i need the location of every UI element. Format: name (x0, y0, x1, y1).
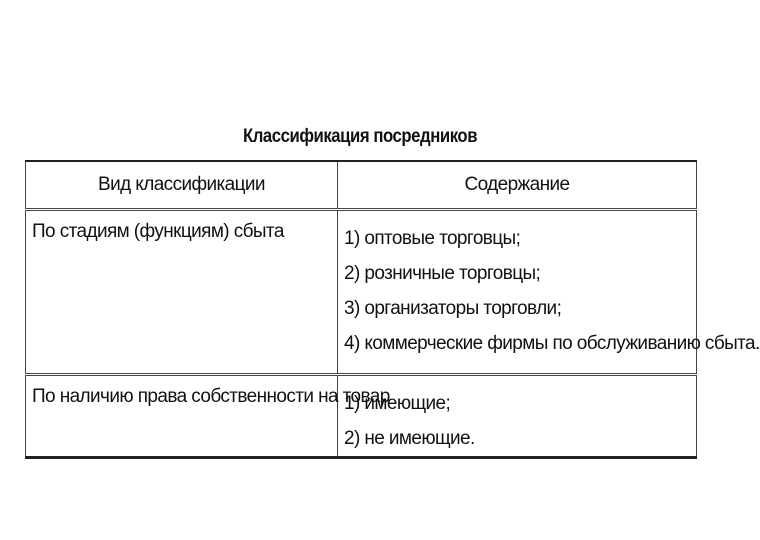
content-list-item: 2) розничные торговцы; (344, 263, 541, 284)
classification-type-cell: По наличию права собственности на товар (26, 375, 338, 458)
table-row (26, 210, 697, 375)
classification-content-cell (338, 375, 697, 458)
content-list-item: 4) коммерческие фирмы по обслуживанию сбыта. (344, 333, 760, 354)
classification-content-cell (338, 210, 760, 375)
classification-type-cell: По стадиям (функциям) сбыта (26, 210, 338, 375)
column-header-content: Содержание (338, 161, 697, 210)
content-list-item: 2) не имеющие. (344, 428, 475, 449)
classification-table (25, 160, 760, 459)
content-list-item: 1) оптовые торговцы; (344, 228, 521, 249)
content-list-item: 1) имеющие; (344, 393, 451, 414)
content-list-item: 3) организаторы торговли; (344, 298, 562, 319)
table-header-row (26, 161, 697, 210)
column-header-type: Вид классификации (26, 161, 338, 210)
table-title: Классификация посредников (242, 126, 478, 147)
table-row (26, 375, 697, 458)
